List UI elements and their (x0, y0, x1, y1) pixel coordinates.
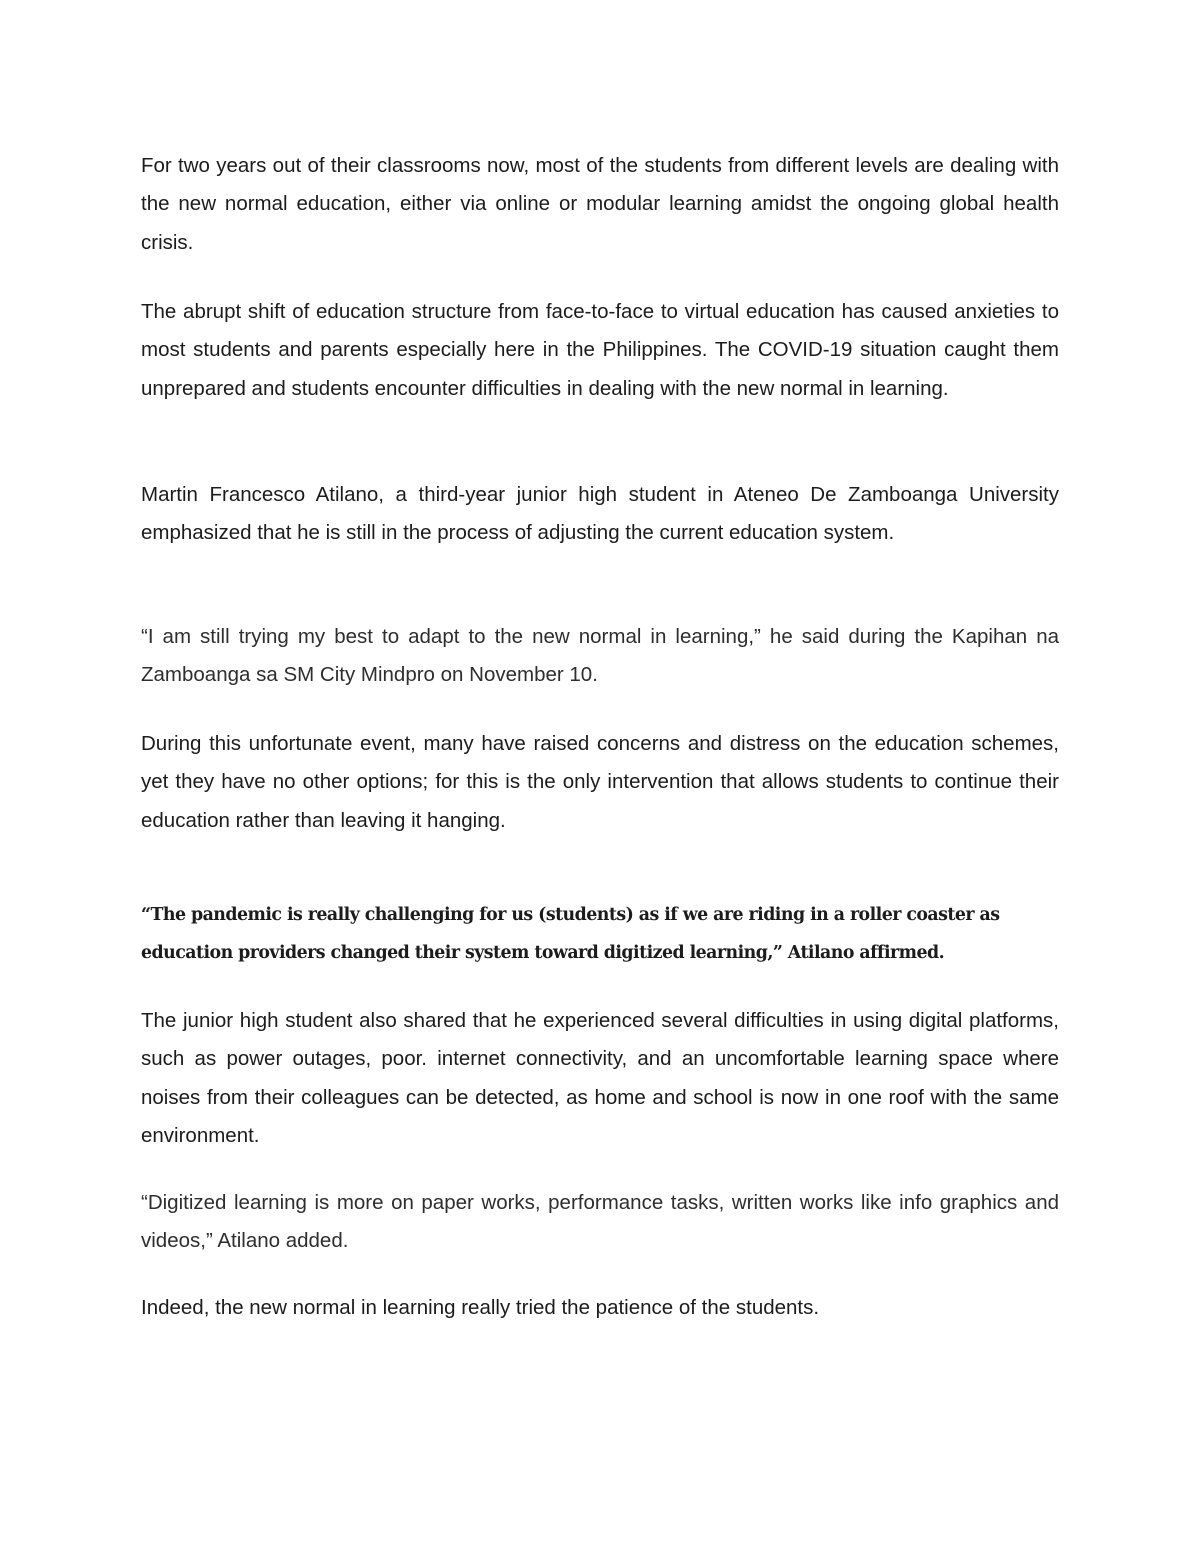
paragraph-conclusion: Indeed, the new normal in learning really tried the patience of the students. (141, 1296, 820, 1319)
paragraph-intro: For two years out of their classrooms now, most of the students from different levels are dealing with the new normal education, either via online or modular learning amidst the ongoing global health crisis. (141, 154, 1059, 254)
paragraph-abrupt-shift: The abrupt shift of education structure from face-to-face to virtual education has caused anxieties to most students and parents especially here in the Philippines. The COVID-19 situation caught them unprepared and students encounter difficulties in dealing with the new normal in learning. (141, 300, 1059, 400)
paragraph-difficulties: The junior high student also shared that he experienced several difficulties in using digital platforms, such as power outages, poor. internet connectivity, and an uncomfortable learning space where noises from their colleagues can be detected, as home and school is now in one roof with the same environment. (141, 1009, 1059, 1148)
paragraph-pandemic-quote: “The pandemic is really challenging for us (students) as if we are riding in a roller coaster as education providers changed their system toward digitized learning,” Atilano affirmed. (141, 905, 1000, 964)
paragraph-unfortunate-event: During this unfortunate event, many have raised concerns and distress on the education schemes, yet they have no other options; for this is the only intervention that allows students to continue their education rather than leaving it hanging. (141, 732, 1059, 832)
paragraph-martin-atilano: Martin Francesco Atilano, a third-year junior high student in Ateneo De Zamboanga University emphasized that he is still in the process of adjusting the current education system. (141, 483, 1059, 545)
paragraph-adapt-quote: “I am still trying my best to adapt to the new normal in learning,” he said during the Kapihan na Zamboanga sa SM City Mindpro on November 10. (141, 625, 1059, 687)
paragraph-digitized-quote: “Digitized learning is more on paper works, performance tasks, written works like info graphics and videos,” Atilano added. (141, 1191, 1059, 1253)
